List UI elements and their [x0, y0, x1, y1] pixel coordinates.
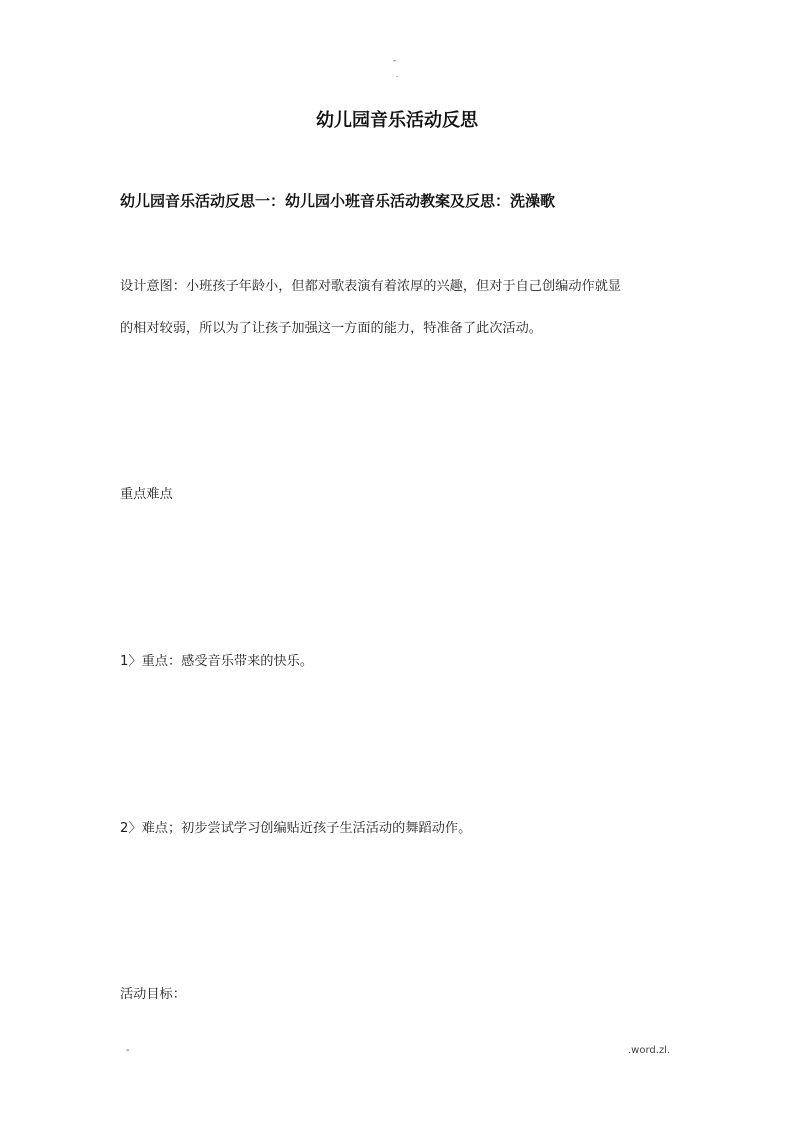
design-intent-line-1: 设计意图：小班孩子年龄小，但都对歌表演有着浓厚的兴趣，但对于自己创编动作就显 [120, 279, 622, 294]
key-point-1: 1〉重点：感受音乐带来的快乐。 [120, 654, 314, 669]
document-title: 幼儿园音乐活动反思 [316, 110, 478, 131]
footer-right-text: .word.zl. [628, 1045, 671, 1056]
design-intent-line-2: 的相对较弱，所以为了让孩子加强这一方面的能力，特准备了此次活动。 [120, 321, 542, 336]
section-heading: 幼儿园音乐活动反思一：幼儿园小班音乐活动教案及反思：洗澡歌 [120, 192, 556, 210]
footer-left-mark: - [126, 1045, 130, 1056]
header-dot: . [396, 71, 399, 79]
key-points-heading: 重点难点 [120, 487, 173, 502]
difficulty-point-2: 2〉难点；初步尝试学习创编贴近孩子生活活动的舞蹈动作。 [120, 821, 472, 836]
activity-goals-heading: 活动目标： [120, 987, 186, 1002]
header-mark: - [393, 56, 397, 66]
